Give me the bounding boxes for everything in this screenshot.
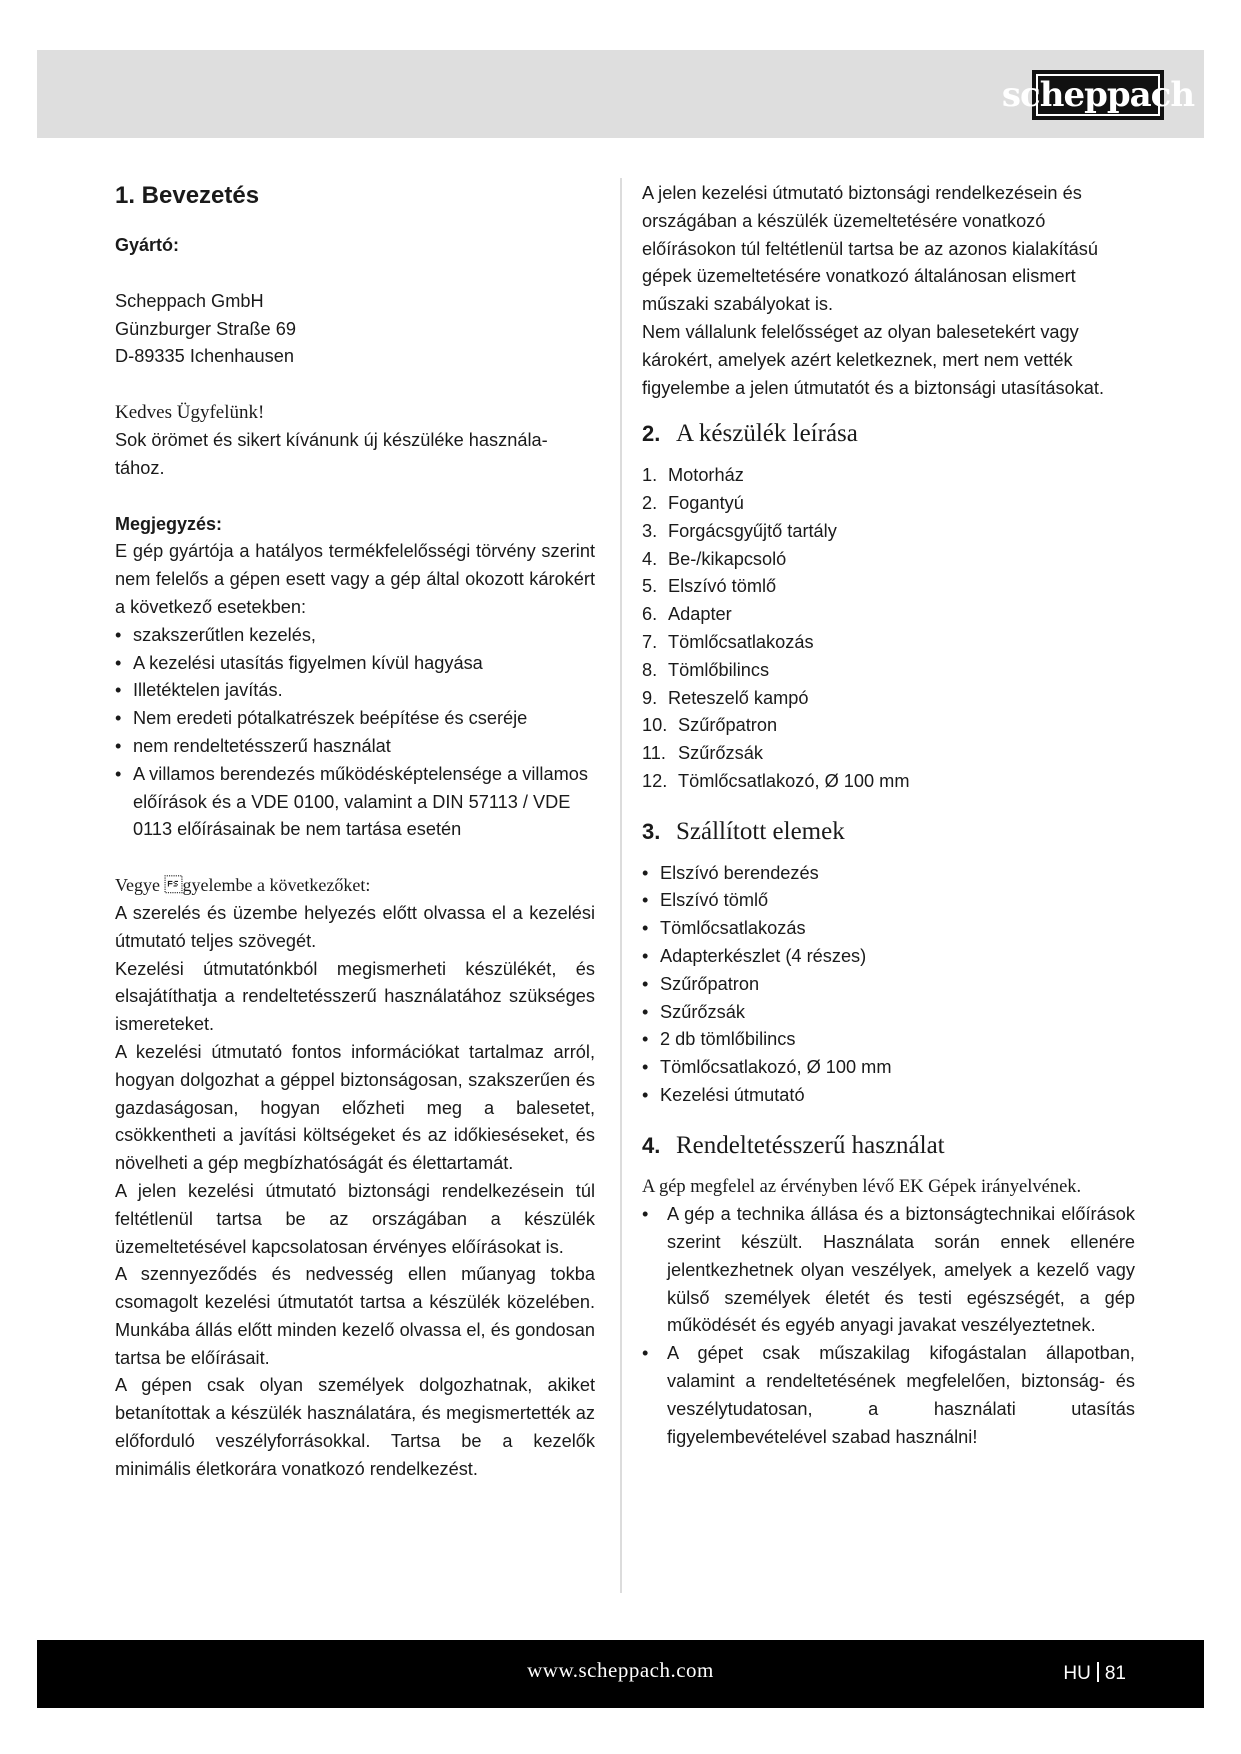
section-number: 3. [642,818,661,844]
list-item: • Tömlőcsatlakozó, Ø 100 mm [642,1054,1135,1082]
use-intro: A gép megfelel az érvényben lévő EK Gépek irányelvének. [642,1176,1082,1197]
list-item: • A villamos berendezés működésképtelensége a villamos előírások és a VDE 0100, valamint a DIN 57113 / VDE 0113 előírásainak be nem tartása esetén [115,761,595,844]
list-item: • Elszívó tömlő [642,887,1135,915]
list-item: • szakszerűtlen kezelés, [115,622,595,650]
address-line: Günzburger Straße 69 [115,318,296,339]
paragraph: A gépen csak olyan személyek dolgozhatnak, akiket betanítottak a készülék használatára, és megismertették az előforduló veszélyforrásokkal. Tartsa be a kezelők minimális életkorára vonatkozó rendelkezést. [115,1375,595,1479]
list-item: 12. Tömlőcsatlakozó, Ø 100 mm [642,770,910,791]
list-item: • A gép a technika állása és a biztonságtechnikai előírások szerint készült. Használata során ennek ellenére jelentkezhetnek olyan veszélyek, amelyek a kezelő vagy külső személyek életét és testi egészségét, a gép működését és egyéb anyagi javakat veszélyeztetnek. [642,1201,1135,1340]
list-item: 1. Motorház [642,465,744,486]
list-item: • Adapterkészlet (4 részes) [642,943,1135,971]
list-item: 10. Szűrőpatron [642,715,778,736]
left-column [115,180,595,1484]
paragraph: A szennyeződés és nedvesség ellen műanyag tokba csomagolt kezelési útmutatót tartsa a készülék közelében. Munkába állás előtt minden kezelő olvassa el, és gondosan tartsa be előírásait. [115,1264,595,1368]
right-column [642,180,1135,1451]
intro-paragraph: Nem vállalunk felelősséget az olyan balesetekért vagy károkért, amelyek azért keletkeznek, mert nem vették figyelembe a jelen útmutatót és a biztonsági utasításokat. [642,321,1105,398]
section-title: Rendeltetésszerű használat [676,1131,945,1159]
section-number: 2. [642,421,661,447]
section-4-heading [642,1132,1135,1160]
section-title: Szállított elemek [676,817,845,845]
list-item: 4. Be-/kikapcsoló [642,548,787,569]
greeting: Kedves Ügyfelünk! [115,402,265,424]
paragraph: A jelen kezelési útmutató biztonsági rendelkezésein túl feltétlenül tartsa be az országában a készülék üzemeltetésével kapcsolatosan érvényes előírásokat is. [115,1180,595,1257]
list-item: 6. Adapter [642,604,732,625]
manufacturer-label: Gyártó: [115,235,180,255]
list-item: 9. Reteszelő kampó [642,687,809,708]
use-list [642,1201,1135,1451]
list-item: • Szűrőzsák [642,999,1135,1027]
list-item: • A gépet csak műszakilag kifogástalan állapotban, valamint a rendeltetésének megfelelően, biztonság- és veszélytudatosan, a használati utasítás figyelembevételével szabad használni! [642,1340,1135,1451]
note-list [115,622,595,844]
list-item: 5. Elszívó tömlő [642,576,777,597]
list-item: • Nem eredeti pótalkatrészek beépítése és cseréje [115,705,595,733]
list-item: • Illetéktelen javítás. [115,677,595,705]
address-line: D-89335 Ichenhausen [115,346,294,367]
list-item: 8. Tömlőbilincs [642,659,770,680]
list-item: • A kezelési utasítás figyelmen kívül hagyása [115,650,595,678]
separator [1097,1662,1099,1682]
language-code: HU [1063,1663,1091,1684]
list-item: 3. Forgácsgyűjtő tartály [642,520,837,541]
list-item: 11. Szűrőzsák [642,743,763,764]
wish-text: Sok örömet és sikert kívánunk új készüléke használa- [115,429,548,450]
section-number: 4. [642,1132,661,1158]
section-3-heading [642,818,1135,846]
paragraph: Kezelési útmutatónkból megismerheti készülékét, és elsajátíthatja a rendeltetésszerű használatához szükséges ismereteket. [115,958,595,1035]
note-text: E gép gyártója a hatályos termékfelelősségi törvény szerint nem felelős a gépen esett vagy a gép által okozott károkért a következő esetekben: [115,541,595,617]
list-item: 7. Tömlőcsatlakozás [642,631,814,652]
intro-paragraph: A jelen kezelési útmutató biztonsági rendelkezésein és országában a készülék üzemeltetésére vonatkozó előírásokon túl feltétlenül tartsa be az azonos kialakítású gépek üzemeltetésére vonatkozó általánosan elismert műszaki szabályokat is. [642,183,1098,315]
section-title: A készülék leírása [676,420,858,448]
list-item: • Kezelési útmutató [642,1082,1135,1110]
section-1-title: 1. Bevezetés [115,182,260,209]
page-indicator [1063,1662,1126,1685]
list-item: • 2 db tömlőbilincs [642,1026,1135,1054]
delivery-list [642,860,1135,1110]
consider-label: Vegye gyelembe a következőket: [115,875,371,896]
scheppach-logo: scheppach [1032,70,1164,120]
footer-url: www.scheppach.com [527,1658,714,1682]
list-item: • Szűrőpatron [642,971,1135,999]
list-item: • Tömlőcsatlakozás [642,915,1135,943]
list-item: 2. Fogantyú [642,492,744,513]
paragraph: A kezelési útmutató fontos információkat tartalmaz arról, hogyan dolgozhat a géppel biztonságosan, szakszerűen és gazdaságosan, hogyan előzheti meg a balesetet, csökkentheti a javítási költségeket és az időkieséseket, és növelheti a gép megbízhatóságát és élettartamát. [115,1041,595,1174]
list-item: • Elszívó berendezés [642,860,1135,888]
list-item: • nem rendeltetésszerű használat [115,733,595,761]
note-label: Megjegyzés: [115,513,223,534]
parts-list [642,462,1135,796]
footer-bar [37,1640,1204,1708]
wish-text: tához. [115,457,165,478]
paragraph: A szerelés és üzembe helyezés előtt olvassa el a kezelési útmutató teljes szövegét. [115,902,595,951]
section-2-heading [642,420,1135,448]
address-line: Scheppach GmbH [115,290,264,311]
column-divider [620,178,622,1593]
page-number: 81 [1104,1663,1126,1684]
